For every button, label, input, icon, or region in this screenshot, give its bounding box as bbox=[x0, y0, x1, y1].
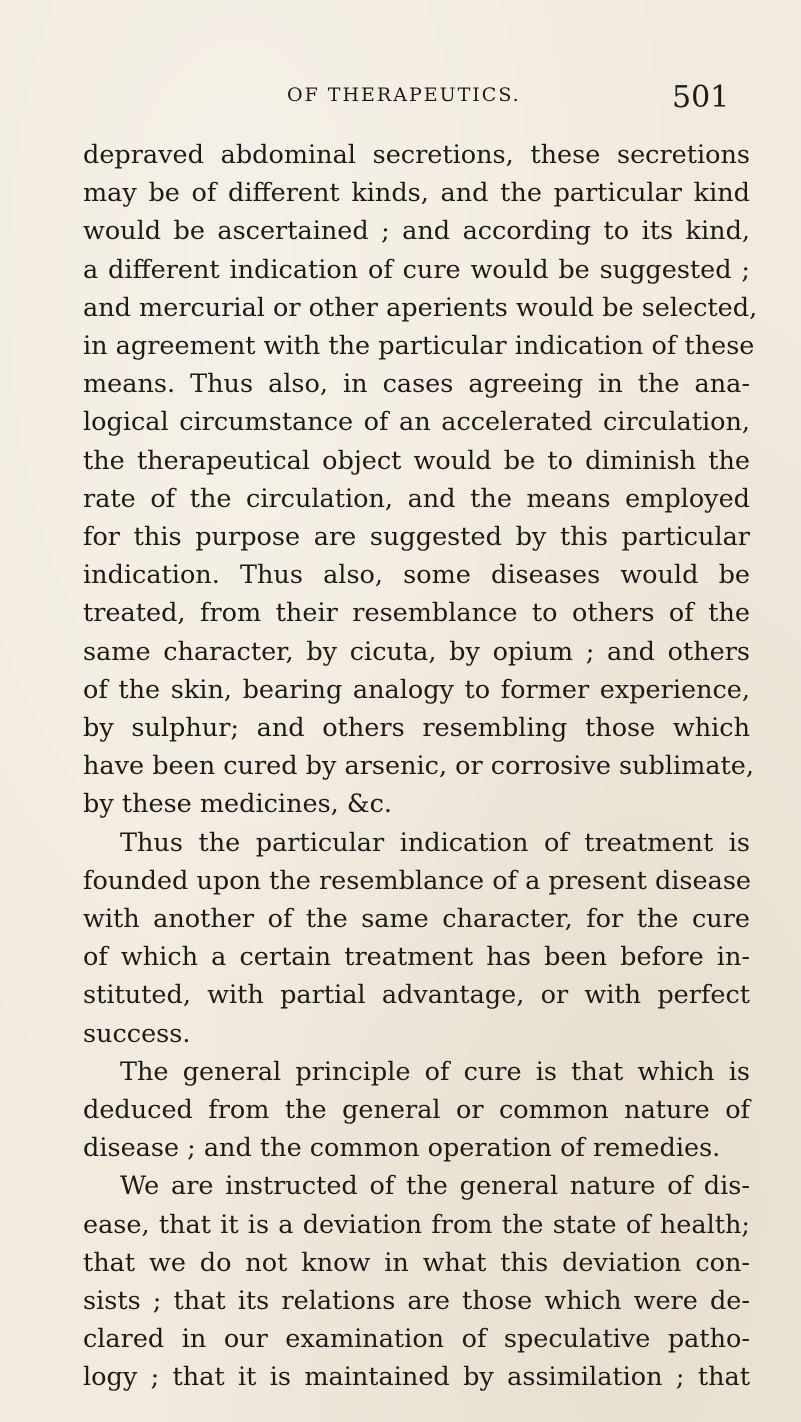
text-line: of which a certain treatment has been before in- bbox=[83, 942, 750, 973]
page-number: 501 bbox=[672, 80, 730, 115]
text-line: of the skin, bearing analogy to former experience, bbox=[83, 674, 750, 705]
text-line: indication. Thus also, some diseases would be bbox=[83, 560, 750, 591]
text-line: in agreement with the particular indication of these bbox=[83, 331, 755, 361]
text-line: success. bbox=[83, 1018, 191, 1049]
text-line: clared in our examination of speculative patho- bbox=[83, 1324, 750, 1355]
text-line: a different indication of cure would be suggested ; bbox=[83, 254, 750, 285]
text-line: have been cured by arsenic, or corrosive sublimate, bbox=[83, 751, 754, 782]
text-line: for this purpose are suggested by this particular bbox=[83, 522, 750, 552]
text-line: treated, from their resemblance to others of the bbox=[83, 598, 750, 629]
text-line: ease, that it is a deviation from the state of health; bbox=[83, 1209, 750, 1240]
text-line: by sulphur; and others resembling those which bbox=[83, 713, 750, 743]
text-line: same character, by cicuta, by opium ; and others bbox=[83, 636, 750, 667]
text-line: that we do not know in what this deviation con- bbox=[83, 1247, 750, 1278]
running-head: OF THERAPEUTICS. bbox=[287, 84, 521, 106]
text-line: disease ; and the common operation of remedies. bbox=[83, 1133, 721, 1164]
text-line: sists ; that its relations are those which were de- bbox=[83, 1286, 750, 1316]
text-line: deduced from the general or common nature of bbox=[83, 1095, 750, 1125]
text-line: by these medicines, &c. bbox=[83, 789, 392, 820]
page-header bbox=[0, 80, 801, 120]
text-line: with another of the same character, for the cure bbox=[83, 904, 750, 934]
text-line: founded upon the resemblance of a present disease bbox=[83, 865, 751, 896]
text-line: means. Thus also, in cases agreeing in the ana- bbox=[83, 369, 750, 400]
text-line: the therapeutical object would be to diminish the bbox=[83, 445, 750, 476]
text-line: rate of the circulation, and the means employed bbox=[83, 483, 750, 514]
text-line: Thus the particular indication of treatment is bbox=[120, 827, 750, 858]
text-line: The general principle of cure is that which is bbox=[120, 1056, 750, 1087]
text-line: and mercurial or other aperients would be selected, bbox=[83, 292, 758, 323]
text-line: depraved abdominal secretions, these secretions bbox=[83, 140, 750, 170]
text-line: may be of different kinds, and the particular kind bbox=[83, 178, 750, 209]
text-line: stituted, with partial advantage, or with perfect bbox=[83, 980, 750, 1011]
text-line: would be ascertained ; and according to its kind, bbox=[83, 216, 750, 247]
text-line: logy ; that it is maintained by assimilation ; that bbox=[83, 1362, 750, 1393]
text-line: We are instructed of the general nature of dis- bbox=[120, 1171, 750, 1202]
text-line: logical circumstance of an accelerated circulation, bbox=[83, 407, 750, 438]
